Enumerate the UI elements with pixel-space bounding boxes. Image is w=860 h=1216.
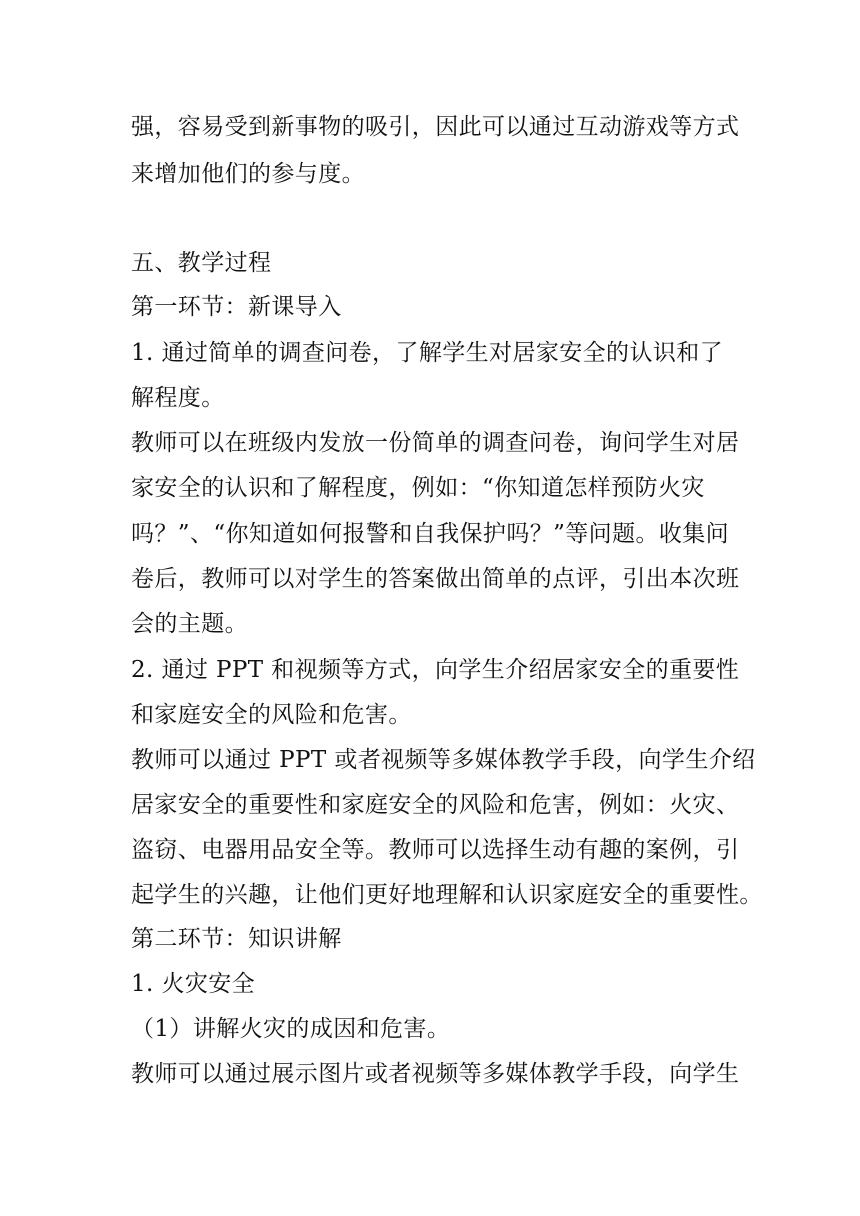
subsection-heading: 第二环节：知识讲解 <box>131 926 342 952</box>
body-text-line: 盗窃、电器用品安全等。教师可以选择生动有趣的案例，引 <box>131 837 740 863</box>
body-text-line: 教师可以通过展示图片或者视频等多媒体教学手段，向学生 <box>131 1061 740 1087</box>
list-item-heading: 1. 通过简单的调查问卷，了解学生对居家安全的认识和了 <box>131 340 724 366</box>
body-text-line: 卷后，教师可以对学生的答案做出简单的点评，引出本次班 <box>131 566 740 592</box>
body-text-line: 会的主题。 <box>131 611 248 637</box>
body-text-line: 来增加他们的参与度。 <box>131 161 365 187</box>
body-text-line: 起学生的兴趣，让他们更好地理解和认识家庭安全的重要性。 <box>131 882 763 908</box>
body-text-line: 强，容易受到新事物的吸引，因此可以通过互动游戏等方式 <box>131 114 740 140</box>
list-item-heading: 2. 通过 PPT 和视频等方式，向学生介绍居家安全的重要性 <box>131 657 740 683</box>
body-text-line: 教师可以通过 PPT 或者视频等多媒体教学手段，向学生介绍 <box>131 747 756 773</box>
list-item-heading: 1. 火灾安全 <box>131 971 256 997</box>
subsection-heading: 第一环节：新课导入 <box>131 294 342 320</box>
body-text-line: 吗？”、“你知道如何报警和自我保护吗？”等问题。收集问 <box>131 521 730 547</box>
list-item-heading: 解程度。 <box>131 385 225 411</box>
section-heading: 五、教学过程 <box>131 250 272 276</box>
body-text-line: 居家安全的重要性和家庭安全的风险和危害，例如：火灾、 <box>131 792 740 818</box>
body-text-line: 家安全的认识和了解程度，例如：“你知道怎样预防火灾 <box>131 475 705 501</box>
body-text-line: 教师可以在班级内发放一份简单的调查问卷，询问学生对居 <box>131 430 740 456</box>
sub-item-heading: （1）讲解火灾的成因和危害。 <box>131 1016 451 1042</box>
list-item-heading: 和家庭安全的风险和危害。 <box>131 702 412 728</box>
